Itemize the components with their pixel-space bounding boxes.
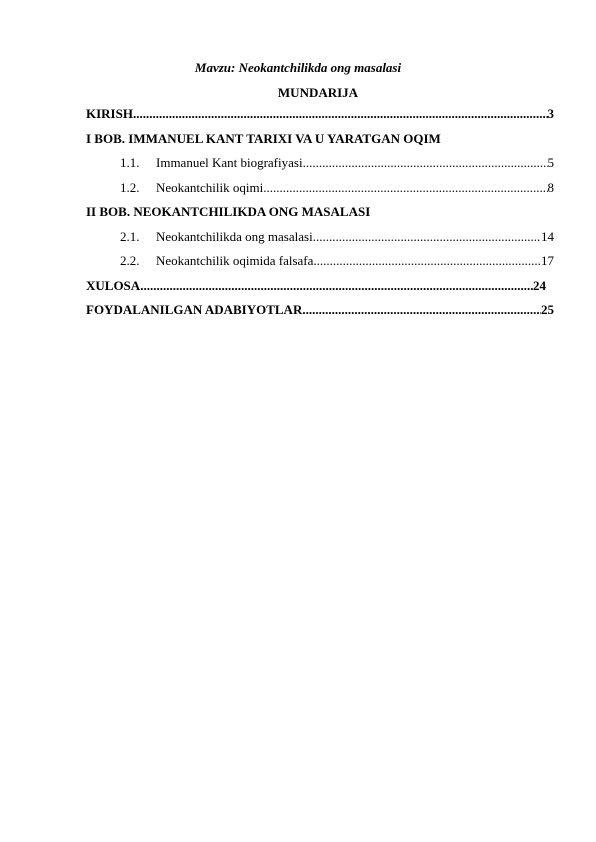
toc-section-number: 1.1. — [120, 155, 140, 170]
toc-page-number: 8 — [547, 179, 554, 195]
toc-section-number: 2.2. — [120, 253, 140, 268]
document-title: Mavzu: Neokantchilikda ong masalasi — [194, 60, 402, 75]
toc-entry-text: KIRISH — [86, 106, 133, 121]
toc-page-number: 14 — [541, 228, 554, 244]
toc-entry-2-1[interactable] — [86, 229, 554, 254]
toc-leader-dots — [140, 278, 533, 294]
toc-leader-dots — [263, 180, 547, 196]
toc-entry-text: II BOB. NEOKANTCHILIKDA ONG MASALASI — [86, 204, 371, 219]
toc-leader-dots — [313, 229, 541, 245]
toc-chapter-2[interactable] — [86, 204, 554, 229]
toc-page-number: 17 — [541, 253, 554, 268]
toc-entry-text: I BOB. IMMANUEL KANT TARIXI VA U YARATGAN OQIM — [86, 130, 441, 146]
toc-chapter-1[interactable] — [86, 131, 554, 156]
toc-entry-text: FOYDALANILGAN ADABIYOTLAR — [86, 302, 303, 317]
toc-heading: MUNDARIJA — [277, 85, 359, 100]
toc-page-number: 24 — [533, 277, 546, 293]
table-of-contents — [86, 106, 554, 327]
toc-entry-text: XULOSA — [86, 277, 141, 293]
toc-leader-dots — [302, 302, 541, 318]
toc-entry-1-2[interactable] — [86, 180, 554, 205]
toc-entry-text: Neokantchilikda ong masalasi — [156, 228, 313, 244]
toc-entry-text: Neokantchilik oqimida falsafa — [156, 253, 314, 268]
toc-section-number: 1.2. — [120, 179, 140, 195]
toc-section-number: 2.1. — [120, 228, 140, 244]
toc-leader-dots — [133, 106, 548, 122]
toc-entry-xulosa[interactable] — [86, 278, 546, 303]
toc-entry-text: Neokantchilik oqimi — [156, 179, 264, 195]
toc-entry-adabiyotlar[interactable] — [86, 302, 554, 327]
toc-entry-text: Immanuel Kant biografiyasi — [156, 155, 303, 170]
toc-entry-2-2[interactable] — [86, 253, 554, 278]
toc-entry-kirish[interactable] — [86, 106, 554, 131]
toc-leader-dots — [313, 253, 541, 269]
toc-page-number: 25 — [541, 302, 554, 317]
toc-entry-1-1[interactable] — [86, 155, 554, 180]
toc-page-number: 3 — [547, 106, 554, 121]
toc-page-number: 5 — [547, 155, 554, 170]
toc-leader-dots — [303, 155, 548, 171]
